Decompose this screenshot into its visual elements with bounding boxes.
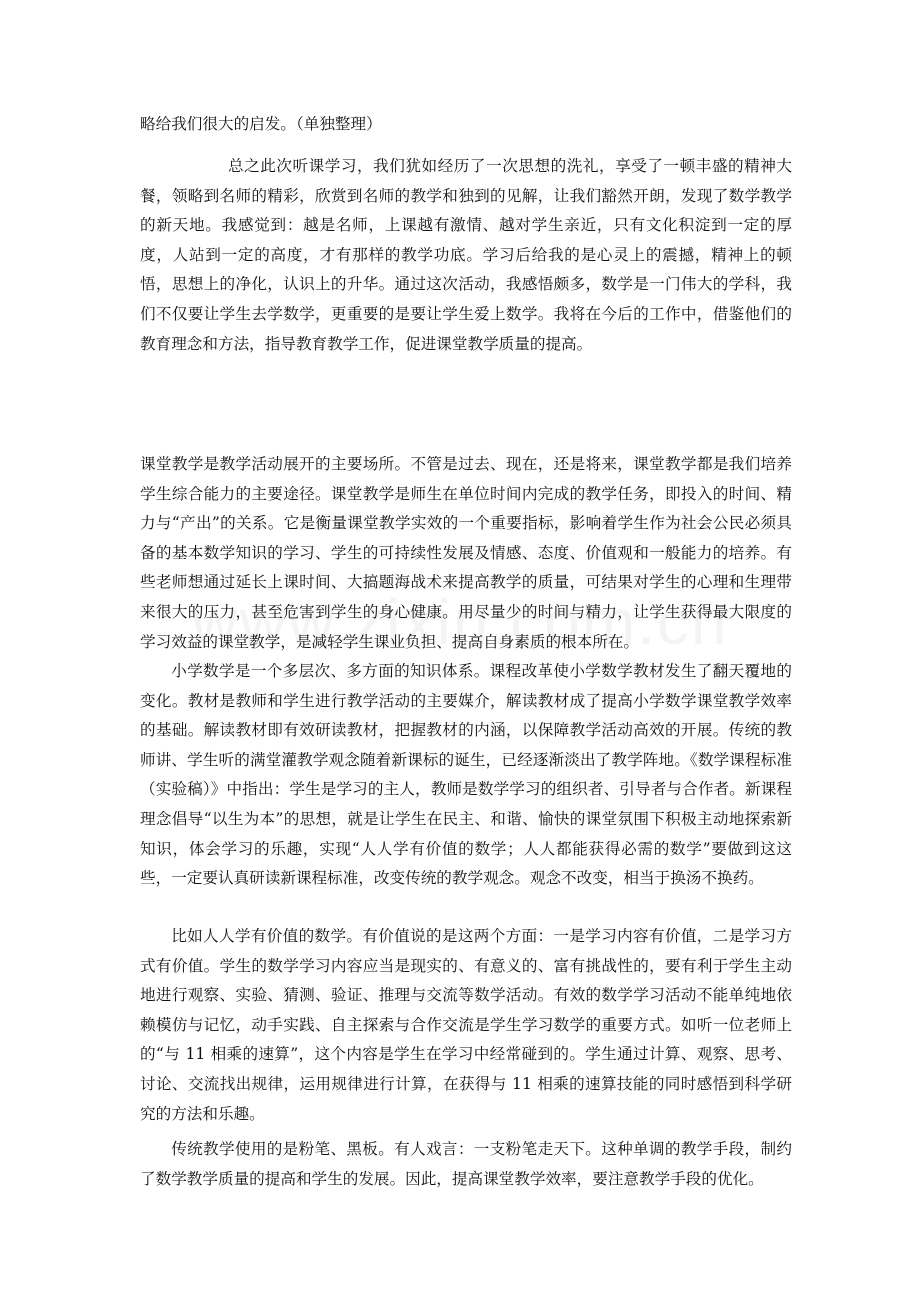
paragraph-1-block bbox=[140, 110, 792, 140]
paragraph-2-block bbox=[140, 152, 792, 359]
paragraph-3: 课堂教学是教学活动展开的主要场所。不管是过去、现在，还是将来，课堂教学都是我们培养学生综合能力的主要途径。课堂教学是师生在单位时间内完成的教学任务，即投入的时间、精力与“产出”的关系。它是衡量课堂教学实效的一个重要指标，影响着学生作为社会公民必须具备的基本数学知识的学习、学生的可持续性发展及情感、态度、价值观和一般能力的培养。有些老师想通过延长上课时间、大搞题海战术来提高教学的质量，可结果对学生的心理和生理带来很大的压力，甚至危害到学生的身心健康。用尽量少的时间与精力，让学生获得最大限度的学习效益的课堂教学，是减轻学生课业负担、提高自身素质的根本所在。 bbox=[140, 455, 792, 651]
paragraph-2: 总之此次听课学习，我们犹如经历了一次思想的洗礼，享受了一顿丰盛的精神大餐，领略到名师的精彩，欣赏到名师的教学和独到的见解，让我们豁然开朗，发现了数学教学的新天地。我感觉到：越是名师，上课越有激情、越对学生亲近，只有文化积淀到一定的厚度，人站到一定的高度，才有那样的教学功底。学习后给我的是心灵上的震撼，精神上的顿悟，思想上的净化，认识上的升华。通过这次活动，我感悟颇多，数学是一门伟大的学科，我们不仅要让学生去学数学，更重要的是要让学生爱上数学。我将在今后的工作中，借鉴他们的教育理念和方法，指导教育教学工作，促进课堂教学质量的提高。 bbox=[140, 157, 792, 353]
paragraph-1: 略给我们很大的启发。（单独整理） bbox=[140, 115, 382, 133]
paragraph-5: 比如人人学有价值的数学。有价值说的是这两个方面：一是学习内容有价值，二是学习方式有价值。学生的数学学习内容应当是现实的、有意义的、富有挑战性的，要有利于学生主动地进行观察、实验、猜测、验证、推理与交流等数学活动。有效的数学学习活动不能单纯地依赖模仿与记忆，动手实践、自主探索与合作交流是学生学习数学的重要方式。如听一位老师上的“与 11 相乘的速算”，这个内容是学生在学习中经常碰到的。学生通过计算、观察、思考、讨论、交流找出规律，运用规律进行计算，在获得与 11 相乘的速算技能的同时感悟到科学研究的方法和乐趣。 bbox=[140, 927, 792, 1123]
paragraph-6-block bbox=[140, 1135, 792, 1194]
paragraph-3-block bbox=[140, 450, 792, 657]
paragraph-4-block bbox=[140, 657, 792, 894]
paragraph-4: 小学数学是一个多层次、多方面的知识体系。课程改革使小学数学教材发生了翻天覆地的变化。教材是教师和学生进行教学活动的主要媒介，解读教材成了提高小学数学课堂教学效率的基础。解读教材即有效研读教材，把握教材的内涵，以保障教学活动高效的开展。传统的教师讲、学生听的满堂灌教学观念随着新课标的诞生，已经逐渐淡出了教学阵地。《数学课程标准（实验稿）》中指出：学生是学习的主人，教师是数学学习的组织者、引导者与合作者。新课程理念倡导“以生为本”的思想，就是让学生在民主、和谐、愉快的课堂氛围下积极主动地探索新知识，体会学习的乐趣，实现“人人学有价值的数学；人人都能获得必需的数学”要做到这这些，一定要认真研读新课程标准，改变传统的教学观念。观念不改变，相当于换汤不换药。 bbox=[140, 662, 792, 888]
paragraph-6: 传统教学使用的是粉笔、黑板。有人戏言：一支粉笔走天下。这种单调的教学手段，制约了数学教学质量的提高和学生的发展。因此，提高课堂教学效率，要注意教学手段的优化。 bbox=[140, 1140, 792, 1188]
paragraph-5-block bbox=[140, 922, 792, 1129]
